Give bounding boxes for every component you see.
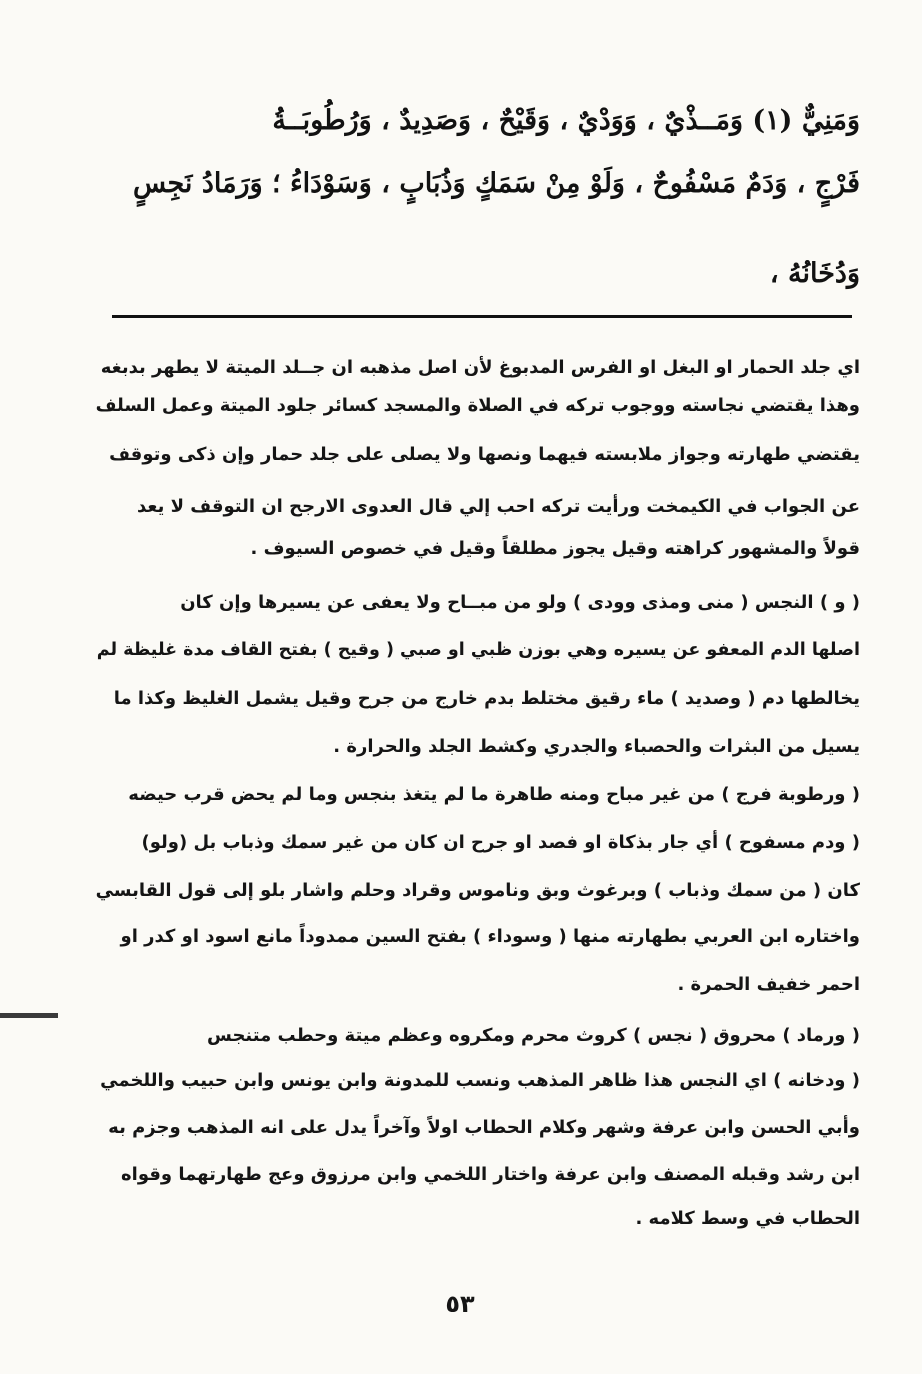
matn-line-1: وَمَنِيٌّ (١) وَمَــذْيٌ ، وَوَدْيٌ ، وَقَيْحٌ ، وَصَدِيدٌ ، وَرُطُوبَــةُ (272, 105, 860, 136)
sharh-line-1: اي جلد الحمار او البغل او الفرس المدبوغ لأن اصل مذهبه ان جــلد الميتة لا يطهر بدبغه (100, 357, 860, 378)
sharh-line-7: اصلها الدم المعفو عن يسيره وهي بوزن ظبي او صبي ( وقيح ) بفتح القاف مدة غليظة لم (96, 640, 860, 660)
sharh-line-19: الحطاب في وسط كلامه . (635, 1208, 860, 1229)
sharh-line-9: يسيل من البثرات والحصباء والجدري وكشط الجلد والحرارة . (333, 736, 860, 757)
separator-rule (112, 315, 852, 318)
matn-line-3: وَدُخَانُهُ ، (769, 258, 860, 289)
sharh-line-3: يقتضي طهارته وجواز ملابسته فيهما ونصها ولا يصلى على جلد حمار وإن ذكى وتوقف (109, 444, 860, 465)
sharh-line-2: وهذا يقتضي نجاسته ووجوب تركه في الصلاة والمسجد كسائر جلود الميتة وعمل السلف (95, 395, 860, 416)
sharh-line-10: ( ورطوبة فرج ) من غير مباح ومنه طاهرة ما لم يتغذ بنجس وما لم يحض قرب حيضه (128, 784, 860, 805)
sharh-line-4: عن الجواب في الكيمخت ورأيت تركه احب إلي قال العدوى الارجح ان التوقف لا يعد (137, 496, 860, 517)
sharh-line-13: واختاره ابن العربي بطهارته منها ( وسوداء ) بفتح السين ممدوداً مانع اسود او كدر او (120, 926, 860, 947)
sharh-line-14: احمر خفيف الحمرة . (677, 974, 860, 995)
sharh-line-6: ( و ) النجس ( منى ومذى وودى ) ولو من مبــاح ولا يعفى عن يسيرها وإن كان (180, 592, 860, 613)
sharh-line-12: كان ( من سمك وذباب ) وبرغوث وبق وناموس وقراد وحلم واشار بلو إلى قول القابسي (95, 880, 860, 901)
sharh-line-8: يخالطها دم ( وصديد ) ماء رقيق مختلط بدم خارج من جرح وقيل يشمل الغليظ وكذا ما (113, 688, 860, 709)
sharh-line-15: ( ورماد ) محروق ( نجس ) كروث محرم ومكروه وعظم ميتة وحطب متنجس (207, 1025, 860, 1046)
sharh-line-18: ابن رشد وقبله المصنف وابن عرفة واختار اللخمي وابن مرزوق وعج طهارتهما وقواه (121, 1164, 860, 1185)
sharh-line-11: ( ودم مسفوح ) أي جار بذكاة او فصد او جرح ان كان من غير سمك وذباب بل (ولو) (141, 832, 860, 853)
scan-edge-mark (0, 1013, 58, 1018)
page-number: ٥٣ (445, 1290, 475, 1318)
matn-line-2: فَرْجٍ ، وَدَمٌ مَسْفُوحٌ ، وَلَوْ مِنْ سَمَكٍ وَذُبَابٍ ، وَسَوْدَاءُ ؛ وَرَمَادُ نَجِسٍ (133, 168, 860, 199)
sharh-line-17: وأبي الحسن وابن عرفة وشهر وكلام الحطاب اولاً وآخراً يدل على انه المذهب وجزم به (108, 1117, 860, 1138)
sharh-line-16: ( ودخانه ) اي النجس هذا ظاهر المذهب ونسب للمدونة وابن يونس وابن حبيب واللخمي (100, 1070, 860, 1091)
sharh-line-5: قولاً والمشهور كراهته وقيل يجوز مطلقاً وقيل في خصوص السيوف . (250, 538, 860, 559)
